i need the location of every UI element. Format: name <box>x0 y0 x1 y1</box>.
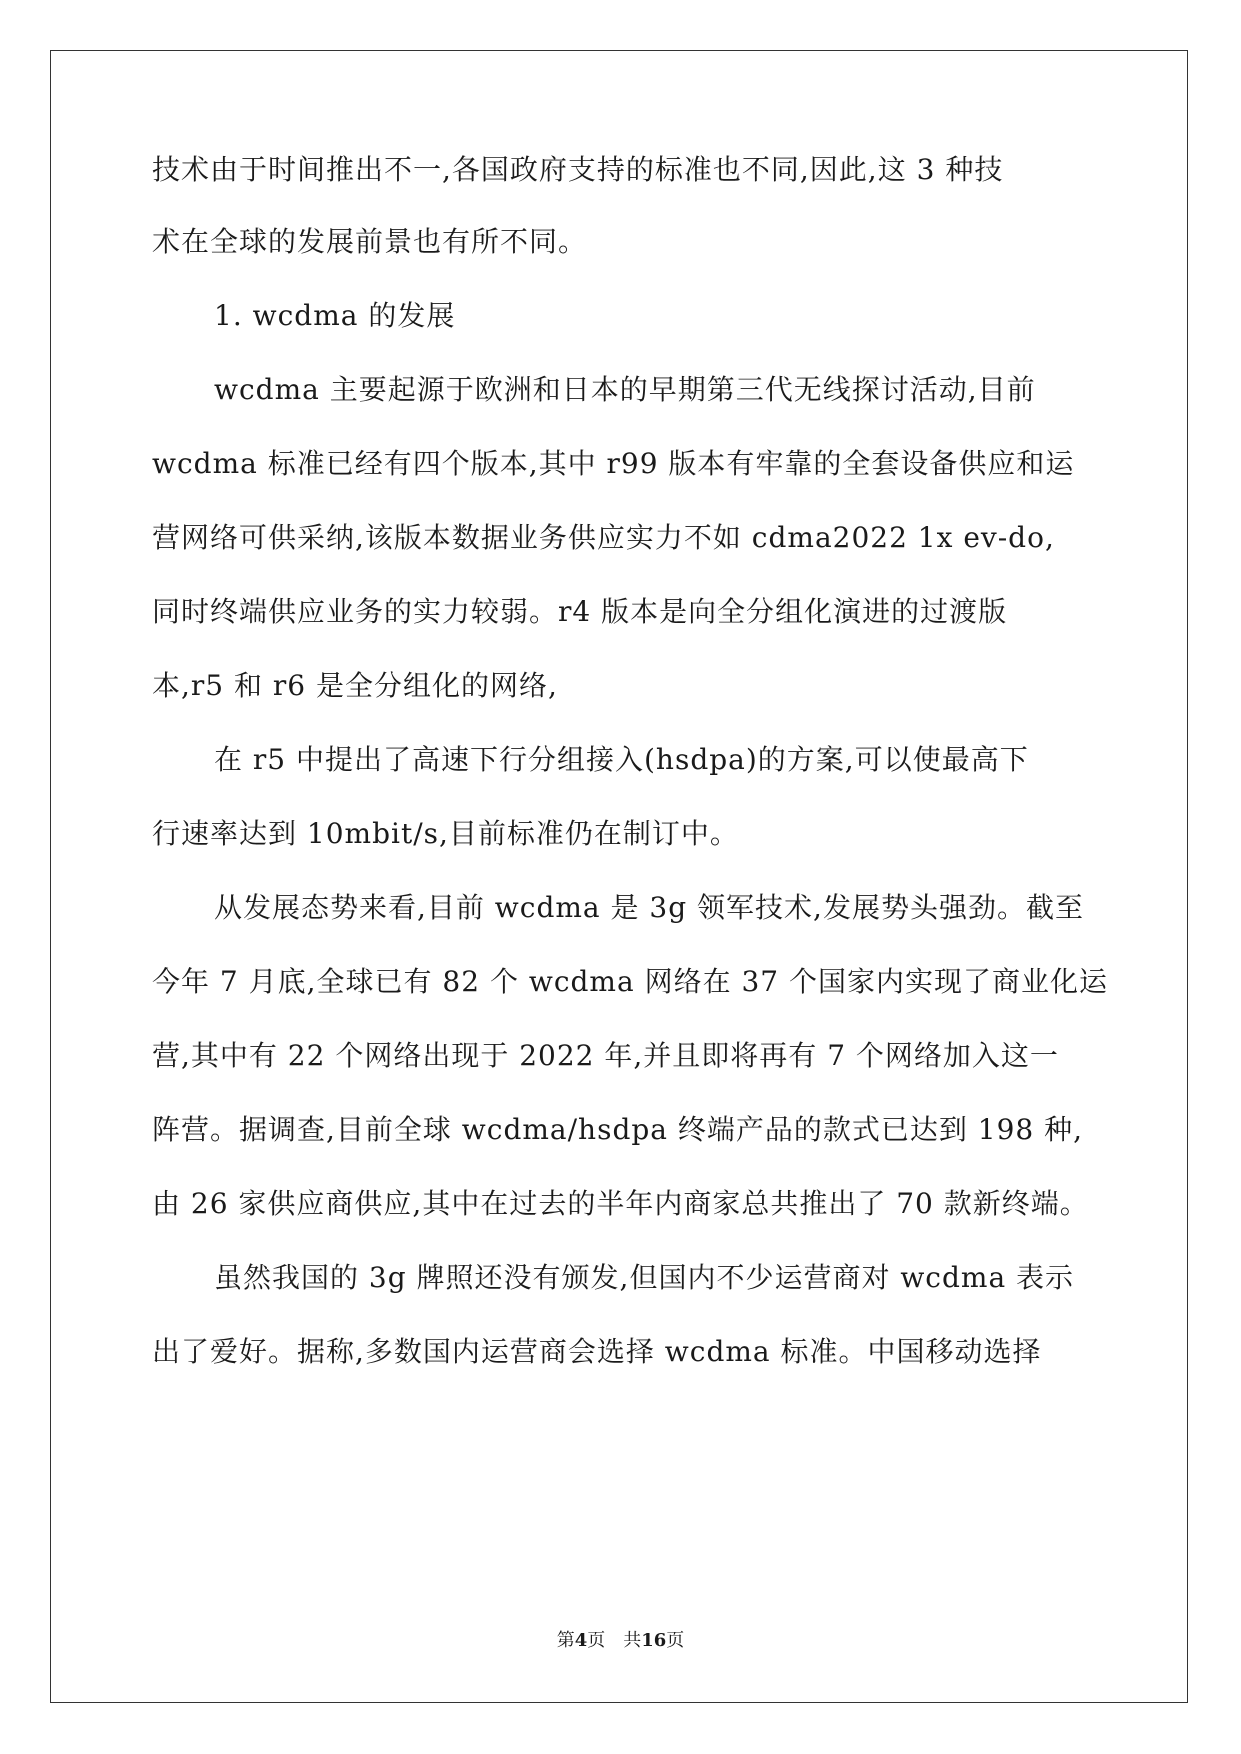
paragraph-line: 营网络可供采纳,该版本数据业务供应实力不如 cdma2022 1x ev-do, <box>152 521 1055 554</box>
page-footer <box>0 1626 1241 1652</box>
paragraph-line: 在 r5 中提出了高速下行分组接入(hsdpa)的方案,可以使最高下 <box>214 743 1029 776</box>
paragraph-line: 行速率达到 10mbit/s,目前标准仍在制订中。 <box>152 817 739 850</box>
paragraph-line: 从发展态势来看,目前 wcdma 是 3g 领军技术,发展势头强劲。截至 <box>214 891 1084 924</box>
current-page-number: 4 <box>574 1630 588 1651</box>
paragraph-line: 技术由于时间推出不一,各国政府支持的标准也不同,因此,这 3 种技 <box>152 153 1004 186</box>
footer-total-suffix: 页 <box>666 1630 685 1651</box>
paragraph-line: wcdma 主要起源于欧洲和日本的早期第三代无线探讨活动,目前 <box>214 373 1036 406</box>
paragraph-line: 虽然我国的 3g 牌照还没有颁发,但国内不少运营商对 wcdma 表示 <box>214 1261 1075 1294</box>
paragraph-line: 本,r5 和 r6 是全分组化的网络, <box>152 669 558 702</box>
paragraph-line: 同时终端供应业务的实力较弱。r4 版本是向全分组化演进的过渡版 <box>152 595 1008 628</box>
paragraph-line: 出了爱好。据称,多数国内运营商会选择 wcdma 标准。中国移动选择 <box>152 1335 1042 1368</box>
paragraph-line: wcdma 标准已经有四个版本,其中 r99 版本有牢靠的全套设备供应和运 <box>152 447 1075 480</box>
footer-page-suffix: 页 <box>587 1630 606 1651</box>
paragraph-line: 营,其中有 22 个网络出现于 2022 年,并且即将再有 7 个网络加入这一 <box>152 1039 1059 1072</box>
paragraph-line: 今年 7 月底,全球已有 82 个 wcdma 网络在 37 个国家内实现了商业化运 <box>152 965 1108 998</box>
total-page-number: 16 <box>641 1630 667 1651</box>
footer-total-prefix: 共 <box>623 1630 642 1651</box>
footer-prefix: 第 <box>556 1630 575 1651</box>
paragraph-line: 由 26 家供应商供应,其中在过去的半年内商家总共推出了 70 款新终端。 <box>152 1187 1089 1220</box>
paragraph-line: 术在全球的发展前景也有所不同。 <box>152 225 588 258</box>
paragraph-line: 阵营。据调查,目前全球 wcdma/hsdpa 终端产品的款式已达到 198 种, <box>152 1113 1084 1146</box>
section-heading: 1. wcdma 的发展 <box>214 299 456 332</box>
